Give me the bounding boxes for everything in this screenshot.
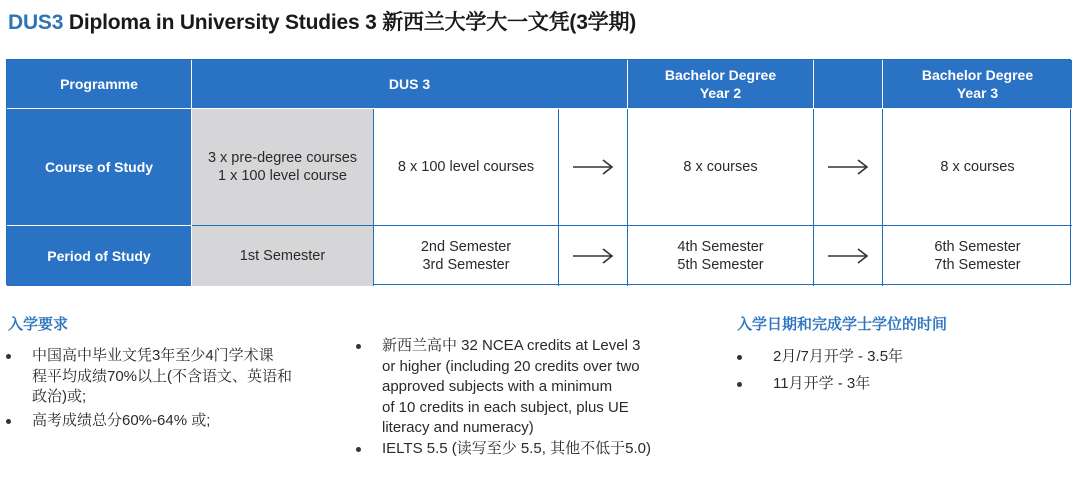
- requirements-title: 入学要求: [8, 316, 69, 333]
- list-item: 新西兰高中 32 NCEA credits at Level 3 or higher (including 20 credits over two approved subjects with a minimum of 10 credits in each subject, plus UE literacy and numeracy): [356, 336, 716, 439]
- bullet-icon: [356, 344, 361, 349]
- header-year3: Bachelor Degree Year 3: [883, 60, 1072, 109]
- right-arrow-icon: [826, 157, 870, 177]
- bullet-icon: [6, 354, 11, 359]
- bullet-icon: [6, 419, 11, 424]
- brand-label: DUS3: [8, 11, 64, 34]
- course-cell-year3: 8 x courses: [883, 109, 1072, 226]
- row-label-course: Course of Study: [7, 109, 192, 226]
- programme-table: [6, 59, 1071, 285]
- header-spacer: [814, 60, 883, 109]
- list-item: IELTS 5.5 (读写至少 5.5, 其他不低于5.0): [356, 439, 716, 460]
- header-year2: Bachelor Degree Year 2: [628, 60, 814, 109]
- course-arrow-1: [559, 109, 628, 226]
- bullet-icon: [737, 382, 742, 387]
- right-arrow-icon: [571, 157, 615, 177]
- dates-list: [737, 347, 1057, 394]
- dates-title: 入学日期和完成学士学位的时间: [737, 316, 948, 333]
- course-cell-year2: 8 x courses: [628, 109, 814, 226]
- right-arrow-icon: [571, 246, 615, 266]
- page-title: [8, 6, 636, 36]
- period-arrow-2: [814, 226, 883, 286]
- list-item: 2月/7月开学 - 3.5年: [737, 347, 1057, 368]
- period-cell-year3: 6th Semester 7th Semester: [934, 239, 1021, 273]
- requirements-left-list: [6, 346, 346, 431]
- list-item: 中国高中毕业文凭3年至少4门学术课 程平均成绩70%以上(不含语文、英语和 政治)或;: [6, 346, 346, 408]
- requirements-right-list: [356, 336, 716, 459]
- title-text: Diploma in University Studies 3 新西兰大学大一文凭(3学期): [63, 11, 637, 34]
- header-programme: Programme: [7, 60, 192, 109]
- list-item: 高考成绩总分60%-64% 或;: [6, 411, 346, 432]
- period-cell-dus3-part2: 2nd Semester 3rd Semester: [374, 226, 559, 286]
- period-cell-year2: 4th Semester 5th Semester: [628, 226, 814, 286]
- course-cell-dus3-part1: 3 x pre-degree courses 1 x 100 level course: [192, 109, 374, 226]
- header-dus3: DUS 3: [192, 60, 628, 109]
- course-cell-dus3-part2: 8 x 100 level courses: [374, 109, 559, 226]
- bullet-icon: [737, 355, 742, 360]
- row-label-period: Period of Study: [7, 226, 192, 286]
- course-arrow-2: [814, 109, 883, 226]
- period-cell-dus3-part1: 1st Semester: [192, 226, 374, 286]
- bullet-icon: [356, 447, 361, 452]
- right-arrow-icon: [826, 246, 870, 266]
- period-arrow-1: [559, 226, 628, 286]
- list-item: 11月开学 - 3年: [737, 374, 1057, 395]
